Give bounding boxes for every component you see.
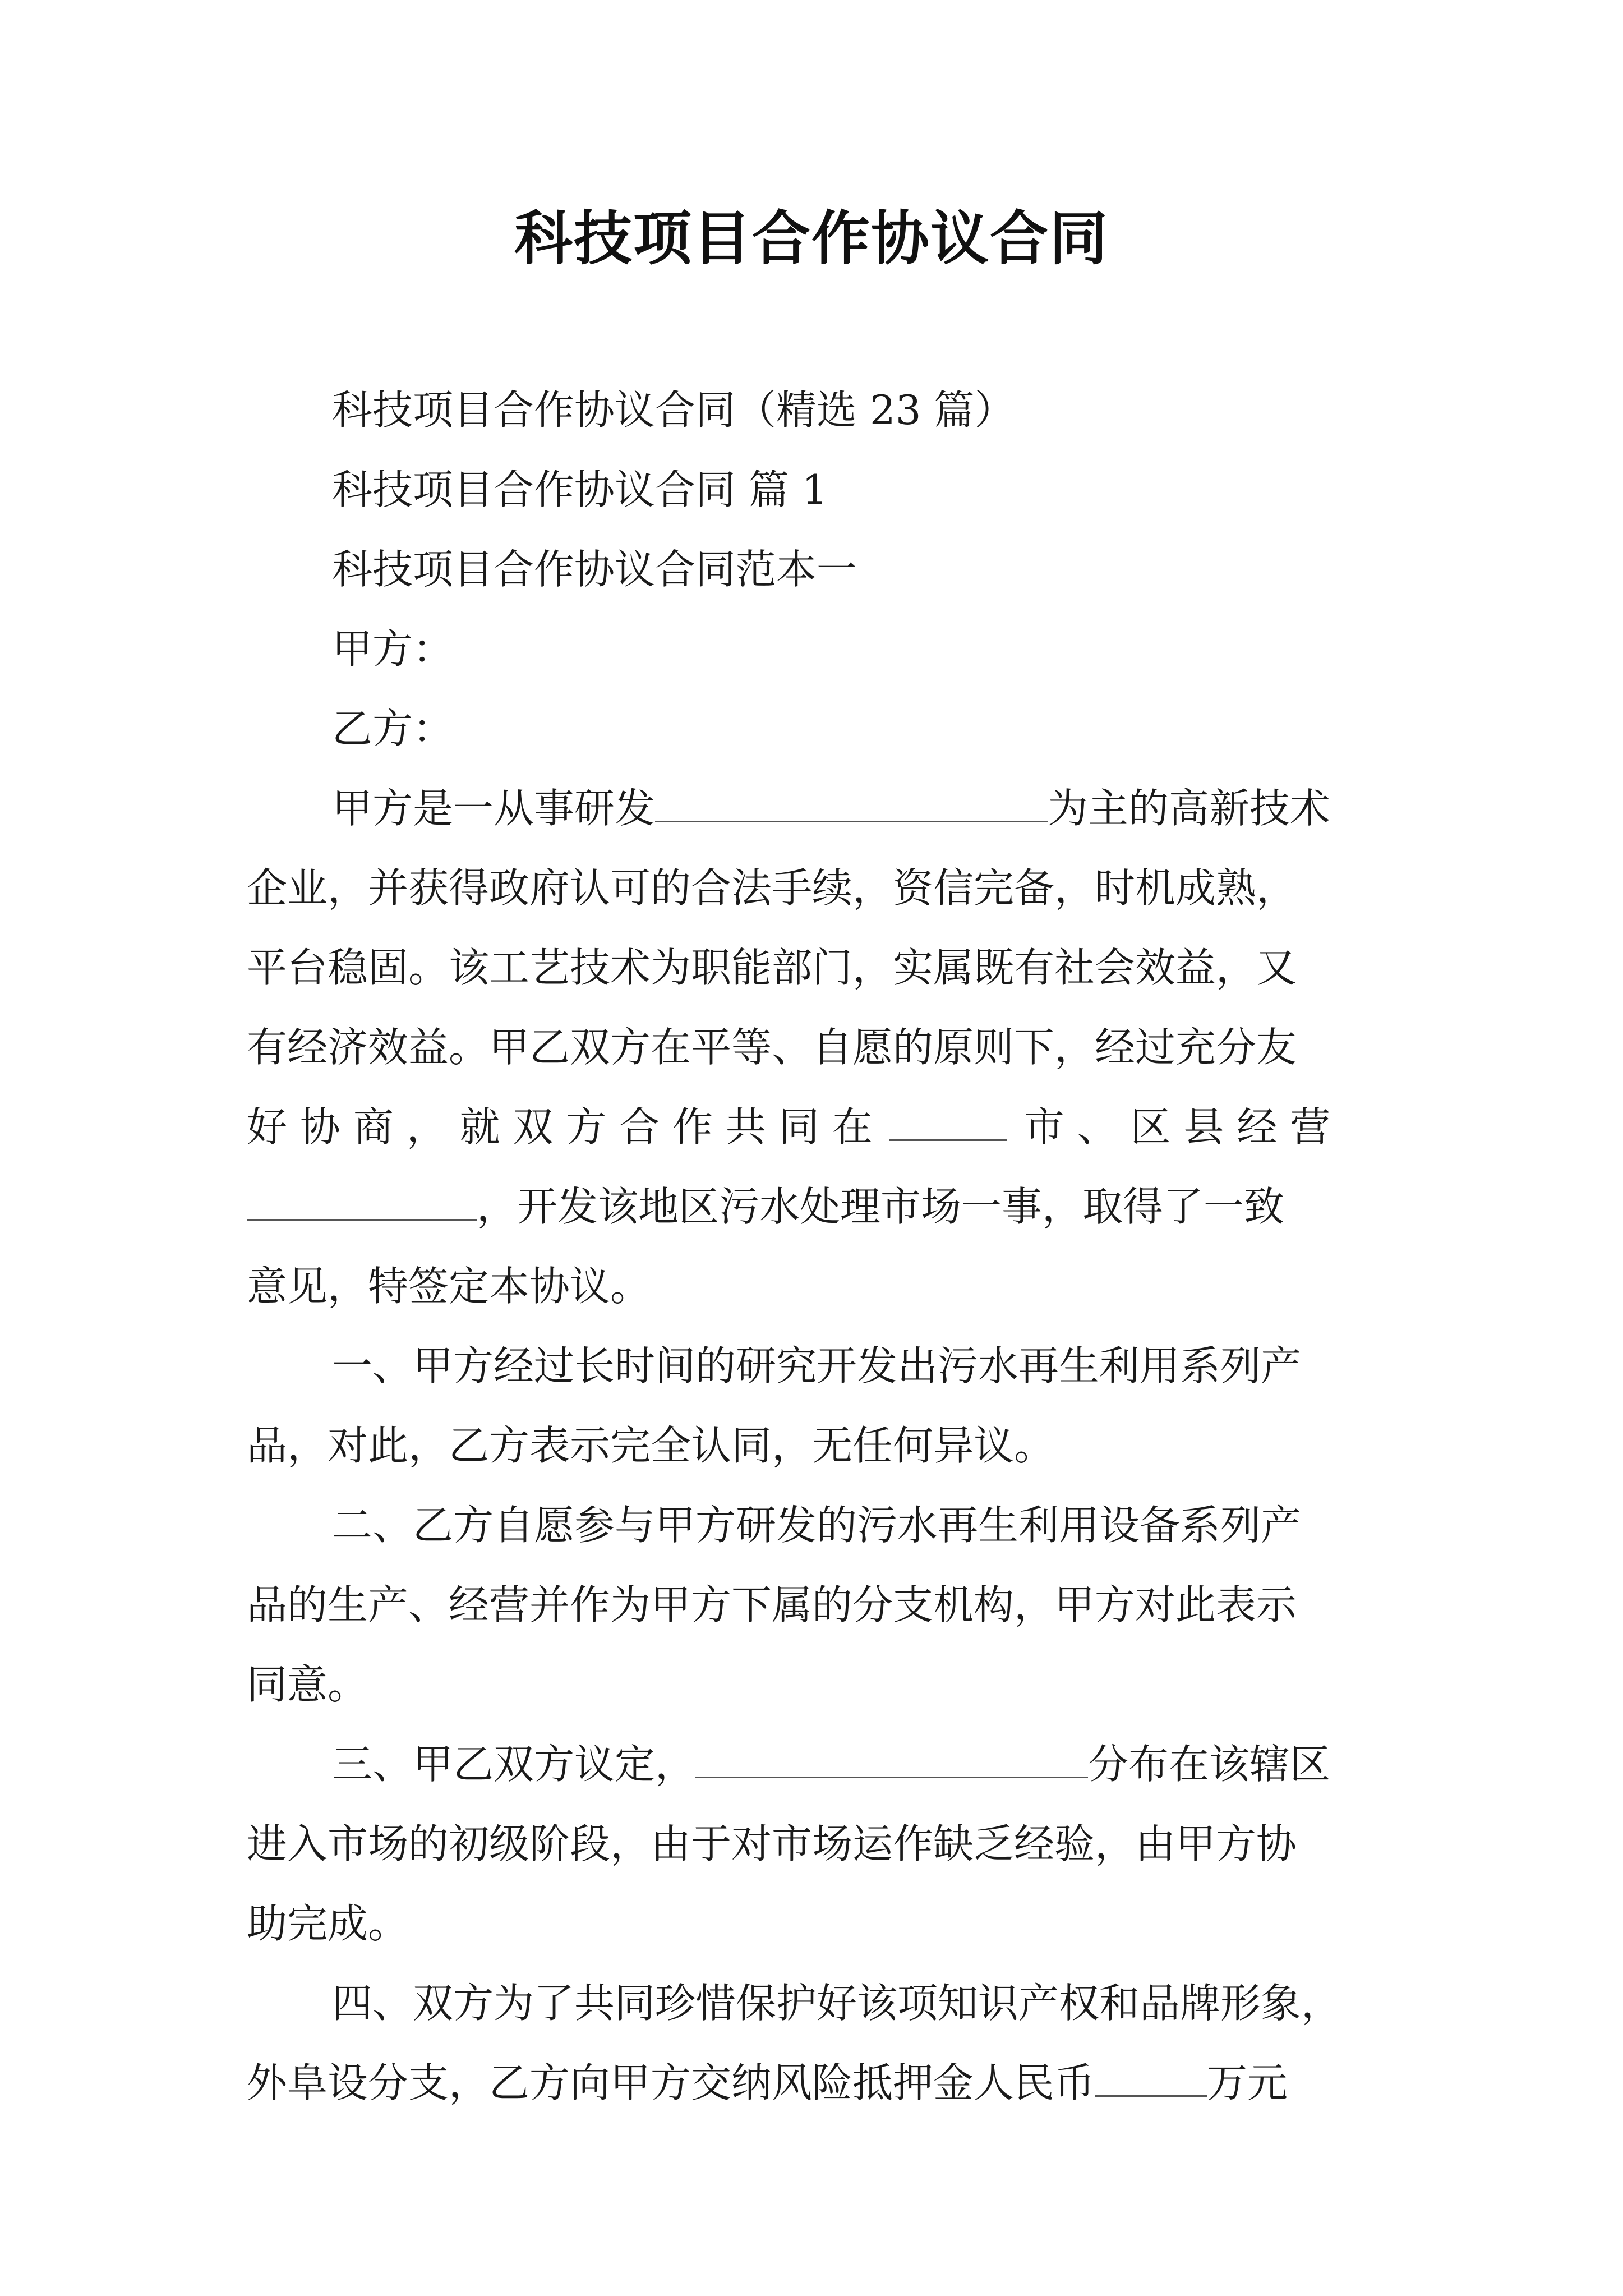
intro-text-5a: 好 协 商 ， 就 双 方 合 作 共 同 在 bbox=[247, 1103, 873, 1151]
clause3-line-3: 助完成。 bbox=[247, 1900, 409, 1947]
intro-line-6 bbox=[247, 1167, 1380, 1246]
intro-text-1b: 为主的高新技术 bbox=[1048, 785, 1331, 832]
subtitle-line: 科技项目合作协议合同（精选 23 篇） bbox=[332, 386, 1015, 434]
intro-text-1a: 甲方是一从事研发 bbox=[332, 785, 656, 832]
blank-field-city bbox=[889, 1100, 1007, 1141]
intro-line-2: 企业，并获得政府认可的合法手续，资信完备，时机成熟， bbox=[247, 864, 1297, 912]
blank-field-research bbox=[655, 781, 1048, 822]
intro-text-5b: 市 、 区 县 经 营 bbox=[1023, 1103, 1331, 1151]
clause2-line-1: 二、乙方自愿参与甲方研发的污水再生利用设备系列产 bbox=[332, 1502, 1302, 1549]
intro-text-6: ，开发该地区污水处理市场一事，取得了一致 bbox=[477, 1183, 1285, 1230]
intro-line-4: 有经济效益。甲乙双方在平等、自愿的原则下，经过充分友 bbox=[247, 1024, 1297, 1071]
party-a-label: 甲方： bbox=[332, 625, 454, 673]
clause3-text-1b: 分布在该辖区 bbox=[1088, 1741, 1331, 1788]
clause3-line-1 bbox=[247, 1724, 1380, 1804]
sample-heading: 科技项目合作协议合同范本一 bbox=[332, 546, 857, 593]
clause4-text-2a: 外阜设分支，乙方向甲方交纳风险抵押金人民币 bbox=[247, 2059, 1095, 2106]
clause3-text-1a: 三、甲乙双方议定， bbox=[332, 1741, 696, 1788]
document-body bbox=[247, 370, 1380, 2123]
clause4-line-1: 四、双方为了共同珍惜保护好该项知识产权和品牌形象， bbox=[332, 1980, 1342, 2027]
party-b-label: 乙方： bbox=[332, 705, 454, 752]
clause4-line-2 bbox=[247, 2043, 1380, 2123]
clause4-text-2b: 万元 bbox=[1207, 2059, 1288, 2106]
intro-line-7: 意见，特签定本协议。 bbox=[247, 1263, 651, 1310]
intro-line-3: 平台稳固。该工艺技术为职能部门，实属既有社会效益，又 bbox=[247, 944, 1297, 991]
clause2-line-3: 同意。 bbox=[247, 1661, 368, 1708]
clause2-line-2: 品的生产、经营并作为甲方下属的分支机构，甲方对此表示 bbox=[247, 1581, 1297, 1628]
blank-field-distribution bbox=[695, 1737, 1088, 1778]
blank-field-deposit bbox=[1095, 2056, 1207, 2097]
intro-line-1 bbox=[247, 769, 1380, 848]
intro-line-5 bbox=[247, 1087, 1380, 1167]
section-heading: 科技项目合作协议合同 篇 1 bbox=[332, 466, 828, 513]
blank-field-business bbox=[247, 1180, 477, 1221]
clause1-line-1: 一、甲方经过长时间的研究开发出污水再生利用系列产 bbox=[332, 1342, 1302, 1389]
clause3-line-2: 进入市场的初级阶段，由于对市场运作缺乏经验，由甲方协 bbox=[247, 1820, 1297, 1867]
clause1-line-2: 品，对此，乙方表示完全认同，无任何异议。 bbox=[247, 1422, 1055, 1469]
document-title: 科技项目合作协议合同 bbox=[514, 204, 1109, 273]
